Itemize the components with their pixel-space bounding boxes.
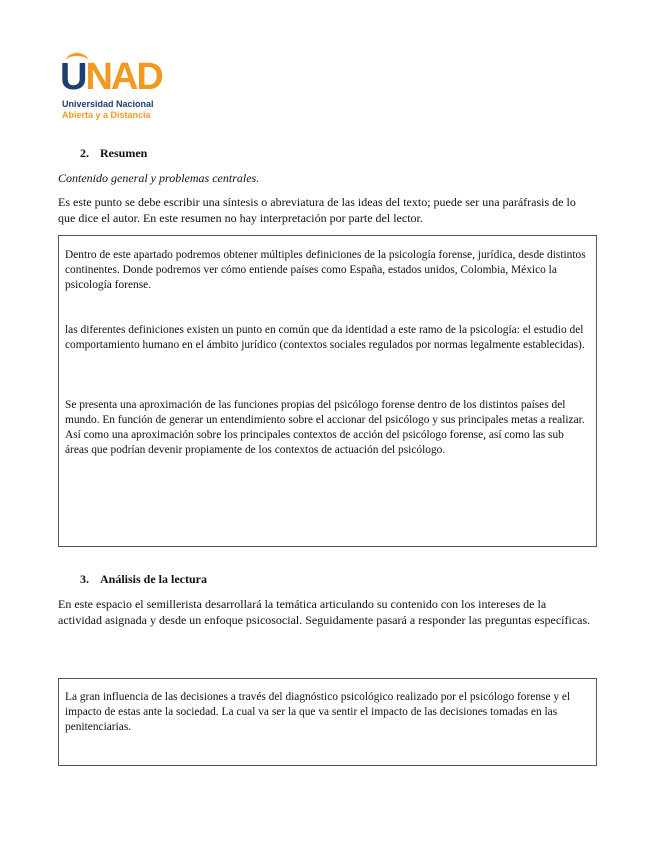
section-2-subtitle: Contenido general y problemas centrales.: [58, 171, 260, 185]
summary-paragraph-3: Se presenta una aproximación de las funciones propias del psicólogo forense dentro de los distintos países del mundo. En función de generar un entendimiento sobre el accionar del psicólogo y sus principales metas a realizar. Así como una aproximación sobre los principales contextos de acción del psicólogo forense, así como las sub áreas que podrían devenir propiamente de los contextos de actuación del psicólogo.: [65, 399, 585, 456]
logo-wordmark: [60, 57, 162, 97]
section-2-instructions: Es este punto se debe escribir una síntesis o abreviatura de las ideas del texto; puede ser una paráfrasis de lo que dice el autor. En este resumen no hay interpretación por parte del lector.: [58, 195, 576, 225]
unad-logo: [60, 55, 170, 127]
logo-wordmark-u: U: [60, 56, 86, 98]
section-2-heading: [80, 146, 147, 161]
summary-box: [58, 235, 597, 547]
analysis-paragraph-1: La gran influencia de las decisiones a través del diagnóstico psicológico realizado por el psicólogo forense y el impacto de estas ante la sociedad. La cual va ser la que va sentir el impacto de las decisiones tomadas en las penitenciarias.: [65, 691, 571, 733]
section-2-number: 2.: [80, 146, 89, 160]
logo-university-name: Universidad Nacional: [62, 99, 154, 109]
section-2-title: Resumen: [100, 146, 148, 160]
section-3-instructions: En este espacio el semillerista desarrollará la temática articulando su contenido con los intereses de la actividad asignada y desde un enfoque psicosocial. Seguidamente pasará a responder las preguntas específicas.: [58, 597, 591, 627]
analysis-box: [58, 678, 597, 766]
logo-university-subtitle: Abierta y a Distancia: [62, 110, 151, 120]
summary-paragraph-2: las diferentes definiciones existen un punto en común que da identidad a este ramo de la psicología: el estudio del comportamiento humano en el ámbito jurídico (contextos sociales regulados por normas legalmente establecidas).: [65, 324, 585, 351]
section-3-title: Análisis de la lectura: [100, 572, 207, 586]
summary-paragraph-1: Dentro de este apartado podremos obtener múltiples definiciones de la psicología forense, jurídica, desde distintos continentes. Donde podremos ver cómo entiende países como España, estados unidos, Colombia, México la psicología forense.: [65, 249, 586, 291]
section-3-heading: [80, 572, 207, 587]
logo-wordmark-nad: NAD: [85, 56, 162, 98]
section-3-number: 3.: [80, 572, 89, 586]
